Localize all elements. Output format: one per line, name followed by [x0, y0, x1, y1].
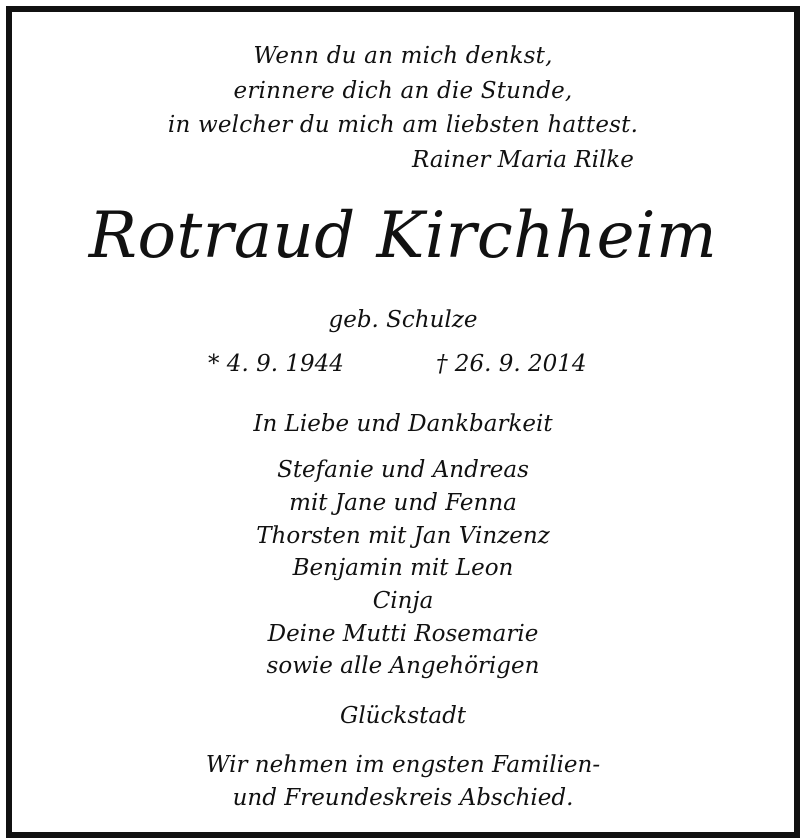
mourner-line: Cinja [372, 588, 434, 614]
mourner-line: Benjamin mit Leon [292, 555, 514, 581]
deceased-name: Rotraud Kirchheim [88, 199, 718, 273]
quote-line-3: in welcher du mich am liebsten hattest. [167, 112, 639, 138]
mourner-line: mit Jane und Fenna [289, 490, 517, 516]
quote-line-1: Wenn du an mich denkst, [253, 43, 553, 69]
closing-line-1: Wir nehmen im engsten Familien- [205, 752, 601, 778]
mourners-intro: In Liebe und Dankbarkeit [253, 411, 553, 437]
maiden-name: geb. Schulze [328, 307, 478, 333]
obituary-frame [6, 6, 800, 838]
death-date: † 26. 9. 2014 [436, 351, 587, 377]
place-name: Glückstadt [339, 703, 467, 729]
mourner-line: Stefanie und Andreas [277, 457, 529, 483]
mourner-line: Deine Mutti Rosemarie [267, 621, 539, 647]
birth-date: * 4. 9. 1944 [208, 351, 344, 377]
quote-author: Rainer Maria Rilke [412, 147, 634, 173]
closing-line-2: und Freundeskreis Abschied. [232, 785, 574, 811]
mourner-line: Thorsten mit Jan Vinzenz [256, 523, 550, 549]
quote-line-2: erinnere dich an die Stunde, [233, 78, 573, 104]
mourner-line: sowie alle Angehörigen [266, 653, 540, 679]
life-dates [12, 353, 794, 383]
